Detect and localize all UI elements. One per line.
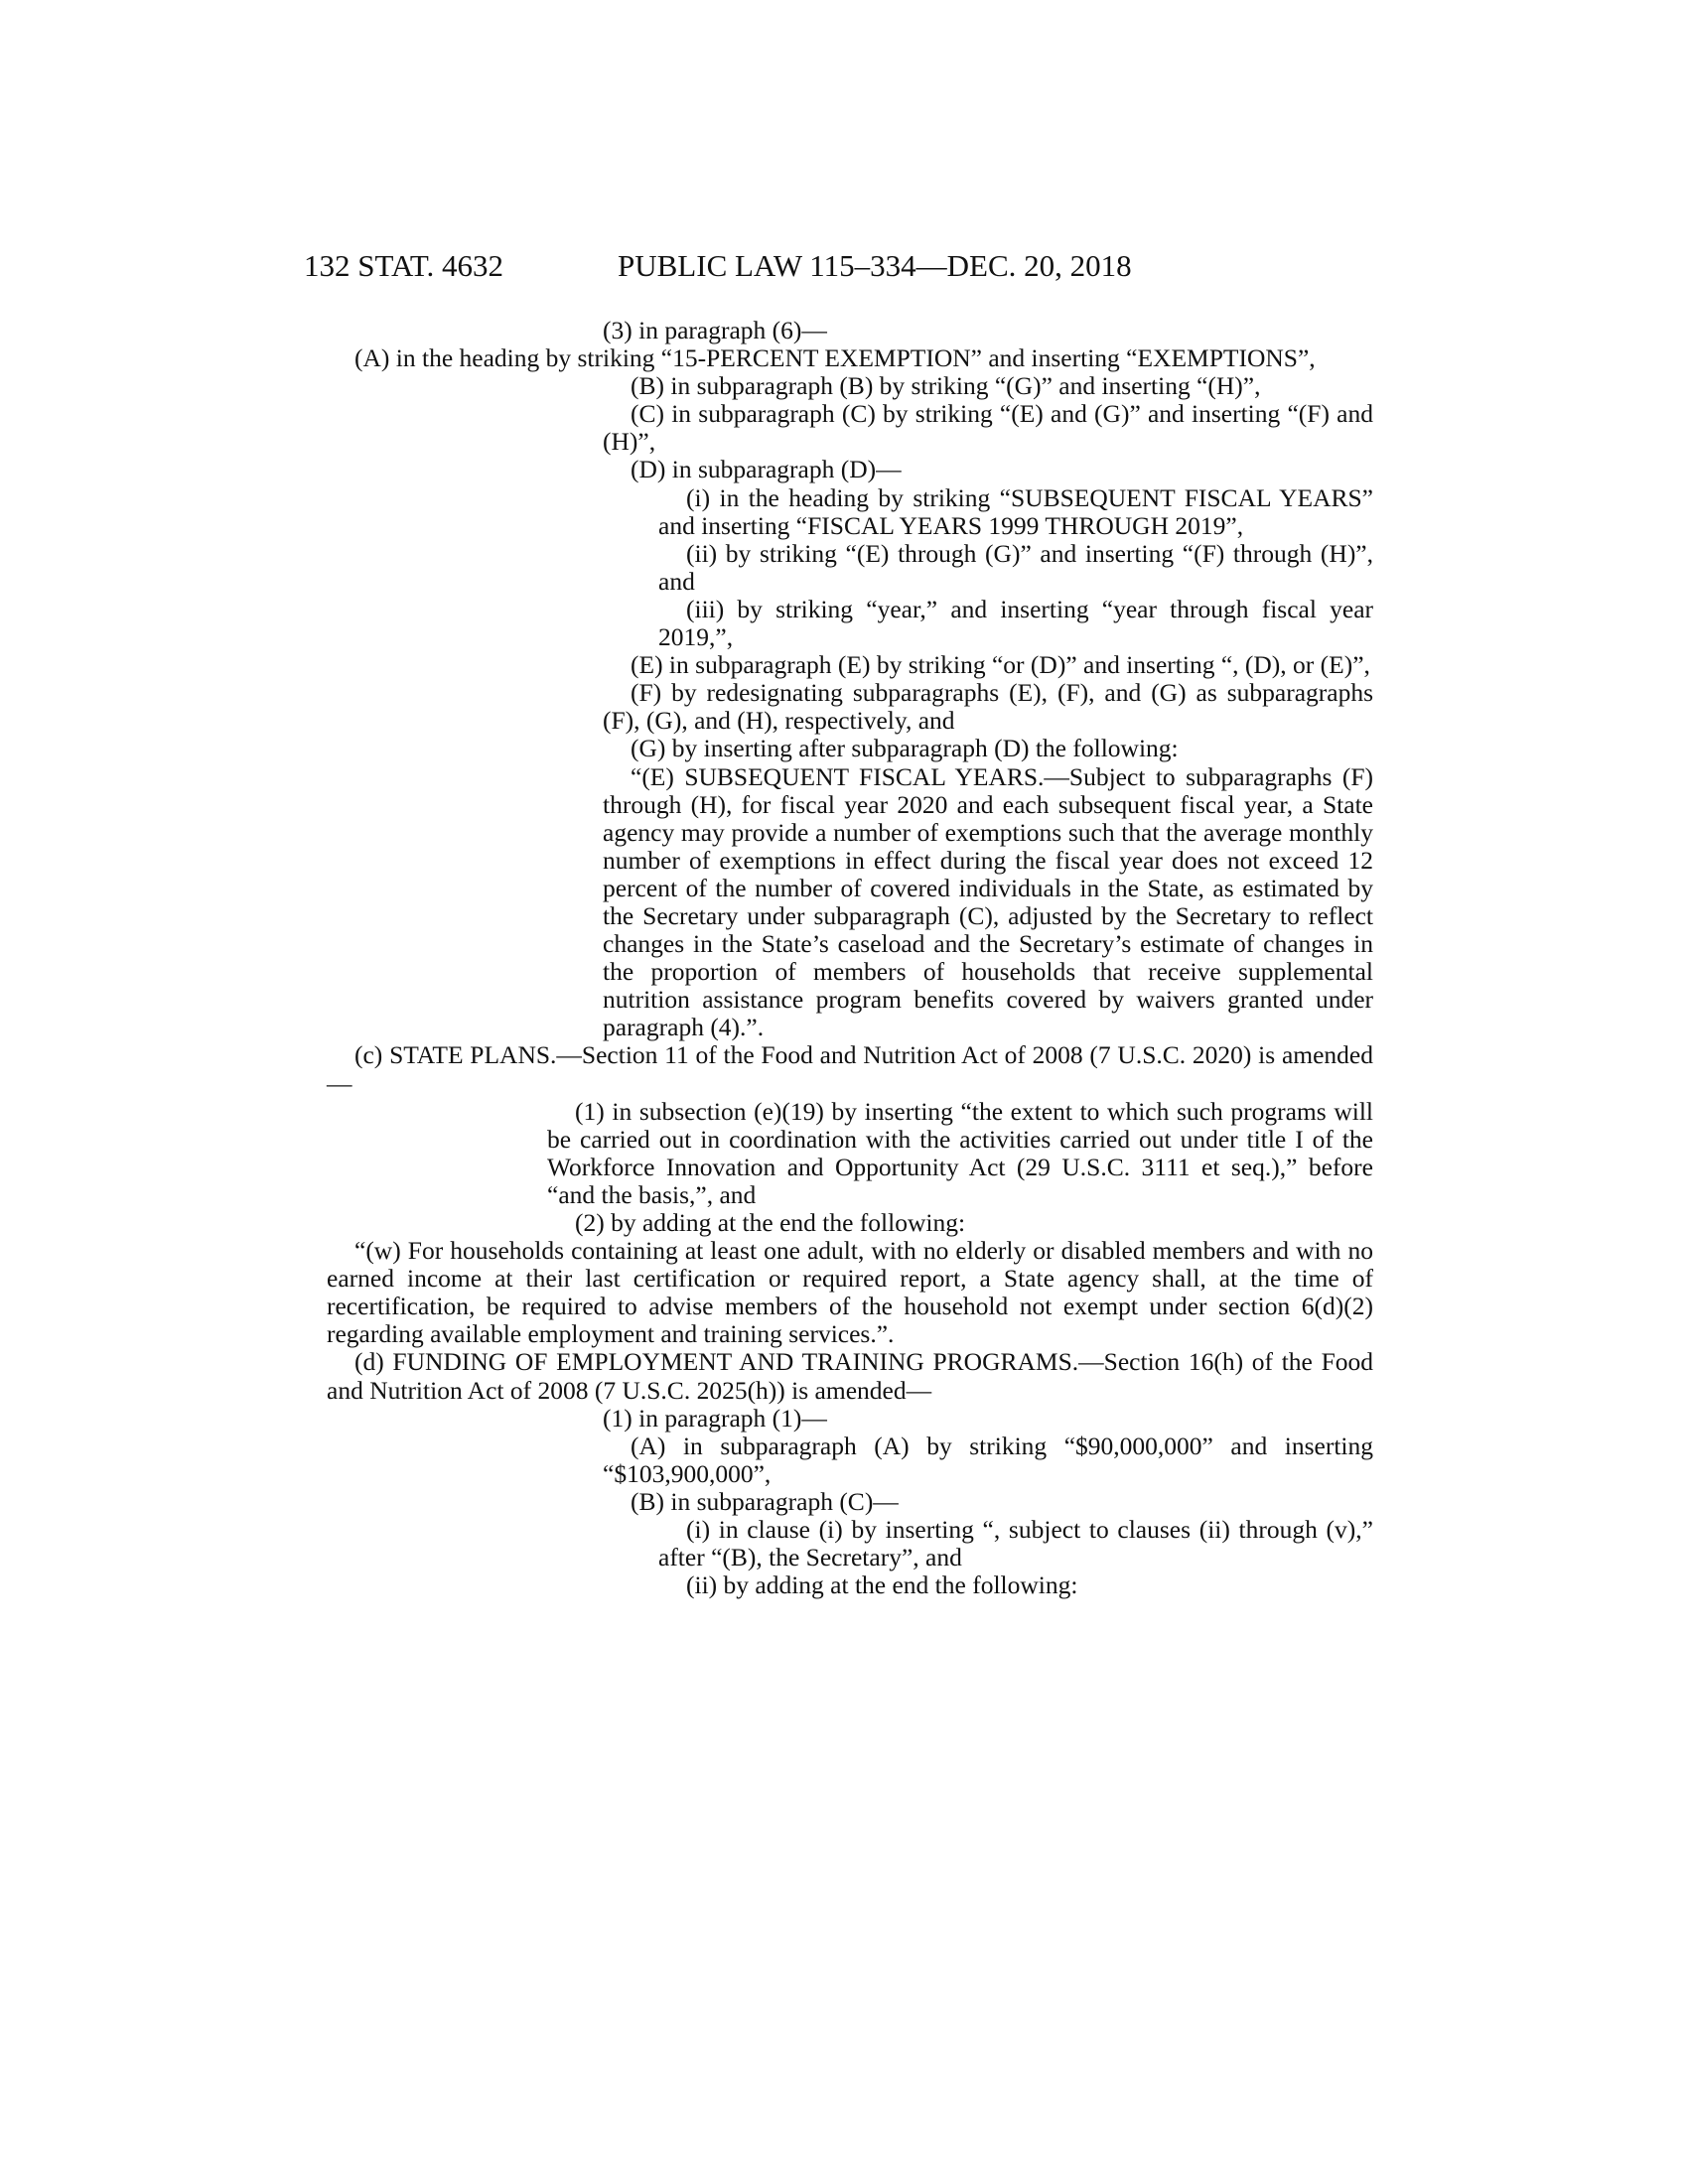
page-header (0, 246, 1688, 286)
paragraph-3: (3) in paragraph (6)— (603, 316, 827, 344)
subparagraph-b: (B) in subparagraph (B) by striking “(G)” and inserting “(H)”, (631, 371, 1261, 401)
subparagraph-a: (A) in the heading by striking “15-PERCENT EXEMPTION” and inserting “EXEMPTIONS”, (354, 343, 1316, 373)
paragraph-2-adding: (2) by adding at the end the following: (575, 1208, 966, 1237)
statute-page-number: 132 STAT. 4632 (304, 248, 504, 283)
funding-clause-i: (i) in clause (i) by inserting “, subject to clauses (ii) through (v),” after “(B), the Secretary”, and (658, 1515, 1373, 1572)
public-law-citation: PUBLIC LAW 115–334—DEC. 20, 2018 (618, 248, 1132, 283)
clause-i: (i) in the heading by striking “SUBSEQUENT FISCAL YEARS” and inserting “FISCAL YEARS 1999 THROUGH 2019”, (658, 482, 1373, 540)
clause-ii: (ii) by striking “(E) through (G)” and inserting “(F) through (H)”, and (658, 538, 1373, 596)
inserted-subparagraph-e: “(E) SUBSEQUENT FISCAL YEARS.—Subject to subparagraphs (F) through (H), for fiscal year 2020 and each subsequent fiscal year, a State agency may provide a number of exemptions such that the average monthly number of exemptions in effect during the fiscal year does not exceed 12 percent of the number of covered individuals in the State, as estimated by the Secretary under subparagraph (C), adjusted by the Secretary to reflect changes in the State’s caseload and the Secretary’s estimate of changes in the proportion of members of households that receive supplemental nutrition assistance program benefits covered by waivers granted under paragraph (4).”. (603, 761, 1373, 1042)
paragraph-1-funding: (1) in paragraph (1)— (603, 1403, 827, 1433)
funding-clause-ii: (ii) by adding at the end the following: (686, 1570, 1078, 1600)
subsection-c-state-plans: (c) STATE PLANS.—Section 11 of the Food and Nutrition Act of 2008 (7 U.S.C. 2020) is amended— (327, 1040, 1373, 1098)
subparagraph-f: (F) by redesignating subparagraphs (E), (F), and (G) as subparagraphs (F), (G), and (H), respectively, and (603, 678, 1373, 736)
subparagraph-d: (D) in subparagraph (D)— (631, 455, 902, 484)
subparagraph-g: (G) by inserting after subparagraph (D) the following: (631, 734, 1179, 763)
document-body (327, 317, 1373, 1599)
paragraph-1-subsection-e19: (1) in subsection (e)(19) by inserting “the extent to which such programs will be carried out in coordination with the activities carried out under title I of the Workforce Innovation and Opportunity Act (29 U.S.C. 3111 et seq.),” before “and the basis,”, and (547, 1096, 1373, 1209)
funding-subparagraph-a: (A) in subparagraph (A) by striking “$90,000,000” and inserting “$103,900,000”, (603, 1431, 1373, 1488)
funding-subparagraph-b: (B) in subparagraph (C)— (631, 1486, 899, 1516)
clause-iii: (iii) by striking “year,” and inserting “year through fiscal year 2019,”, (658, 594, 1373, 652)
subsection-d-funding: (d) FUNDING OF EMPLOYMENT AND TRAINING PROGRAMS.—Section 16(h) of the Food and Nutrition Act of 2008 (7 U.S.C. 2025(h)) is amended— (327, 1347, 1373, 1405)
subparagraph-c: (C) in subparagraph (C) by striking “(E) and (G)” and inserting “(F) and (H)”, (603, 399, 1373, 457)
subparagraph-e: (E) in subparagraph (E) by striking “or (D)” and inserting “, (D), or (E)”, (631, 650, 1370, 680)
inserted-subsection-w: “(w) For households containing at least one adult, with no elderly or disabled members and with no earned income at their last certification or required report, a State agency shall, at the time of recertification, be required to advise members of the household not exempt under section 6(d)(2) regarding available employment and training services.”. (327, 1236, 1373, 1349)
